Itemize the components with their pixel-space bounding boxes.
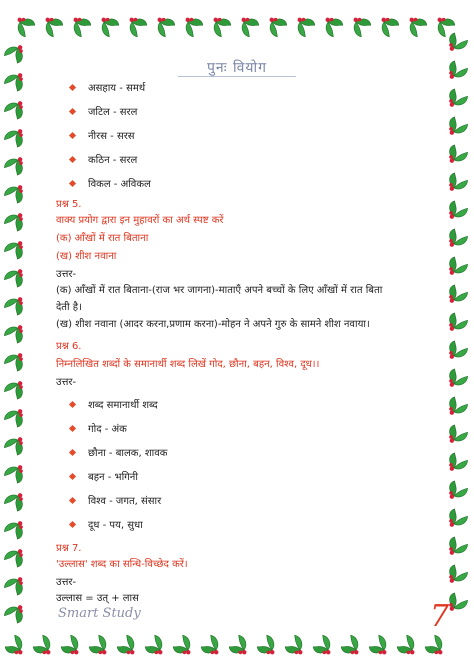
question-5-text: वाक्य प्रयोग द्वारा इन मुहावरों का अर्थ स्पष्ट करें xyxy=(56,215,224,226)
answer-text: (ख) शीश नवाना (आदर करना,प्रणाम करना)-मोहन ने अपने गुरु के सामने शीश नवाया। xyxy=(56,319,370,330)
bullet-icon xyxy=(69,132,76,139)
bullet-icon xyxy=(69,180,76,187)
page-number: 7 xyxy=(430,599,450,634)
bullet-icon xyxy=(69,521,76,528)
question-5-part-a: (क) आँखों में रात बिताना xyxy=(56,233,149,244)
bullet-icon xyxy=(69,84,76,91)
question-6-text: निम्नलिखित शब्दों के समानार्थी शब्द लिखें गोद, छौना, बहन, विश्व, दूध।। xyxy=(56,359,320,370)
answer-label: उत्तर- xyxy=(56,377,77,388)
bullet-icon xyxy=(69,425,76,432)
bullet-icon xyxy=(69,108,76,115)
bullet-icon xyxy=(69,401,76,408)
answer-label: उत्तर- xyxy=(56,577,77,588)
footer-brand: Smart Study xyxy=(58,606,141,621)
question-7-text: 'उल्लास' शब्द का सन्धि-विच्छेद करें। xyxy=(56,559,188,570)
bullet-icon xyxy=(69,156,76,163)
answer-text: उल्लास = उत् + लास xyxy=(56,593,139,604)
question-7-label: प्रश्न 7. xyxy=(56,543,82,554)
bullet-icon xyxy=(69,473,76,480)
bullet-icon xyxy=(69,449,76,456)
answer-label: उत्तर- xyxy=(56,269,77,280)
answer-text: देती है। xyxy=(56,302,82,313)
page-title: पुनः वियोग xyxy=(206,60,268,76)
question-6-label: प्रश्न 6. xyxy=(56,341,82,352)
title-underline xyxy=(178,76,296,77)
question-5-label: प्रश्न 5. xyxy=(56,199,82,210)
answer-text: (क) आँखों में रात बिताना-(राज भर जागना)-माताएँ अपने बच्चों के लिए आँखों में रात बिता xyxy=(56,285,383,296)
page-content: पुनः वियोग असहाय - समर्थ जटिल - सरल नीरस - सरस कठिन - सरल विकल - अविकल प्रश्न 5. वाक्य प्रयोग द्वारा इन मुहावरों का अर्थ स्पष्ट करें (क) आँखों में रात बिताना (ख) शीश नवाना उत्तर- (क) आँखों में रात बिताना-(राज भर जागना)-माताएँ अपने बच्चों के लिए आँखों में रात बिता देती है। (ख) शीश नवाना (आदर करना,प्रणाम करना)-मोहन ने अपने गुरु के सामने शीश नवाया। प्रश्न 6. निम्नलिखित शब्दों के समानार्थी शब्द लिखें गोद, छौना, बहन, विश्व, दूध।। उत्तर- शब्द समानार्थी शब्द गोद - अंक छौना - बालक, शावक बहन - भगिनी विश्व - जगत, संसार दूध - पय, सुधा प्रश्न 7. 'उल्लास' शब्द का सन्धि-विच्छेद करें। उत्तर- उल्लास = उत् + लास Smart Study 7 xyxy=(56,60,450,634)
question-5-part-b: (ख) शीश नवाना xyxy=(56,251,117,262)
bullet-icon xyxy=(69,497,76,504)
